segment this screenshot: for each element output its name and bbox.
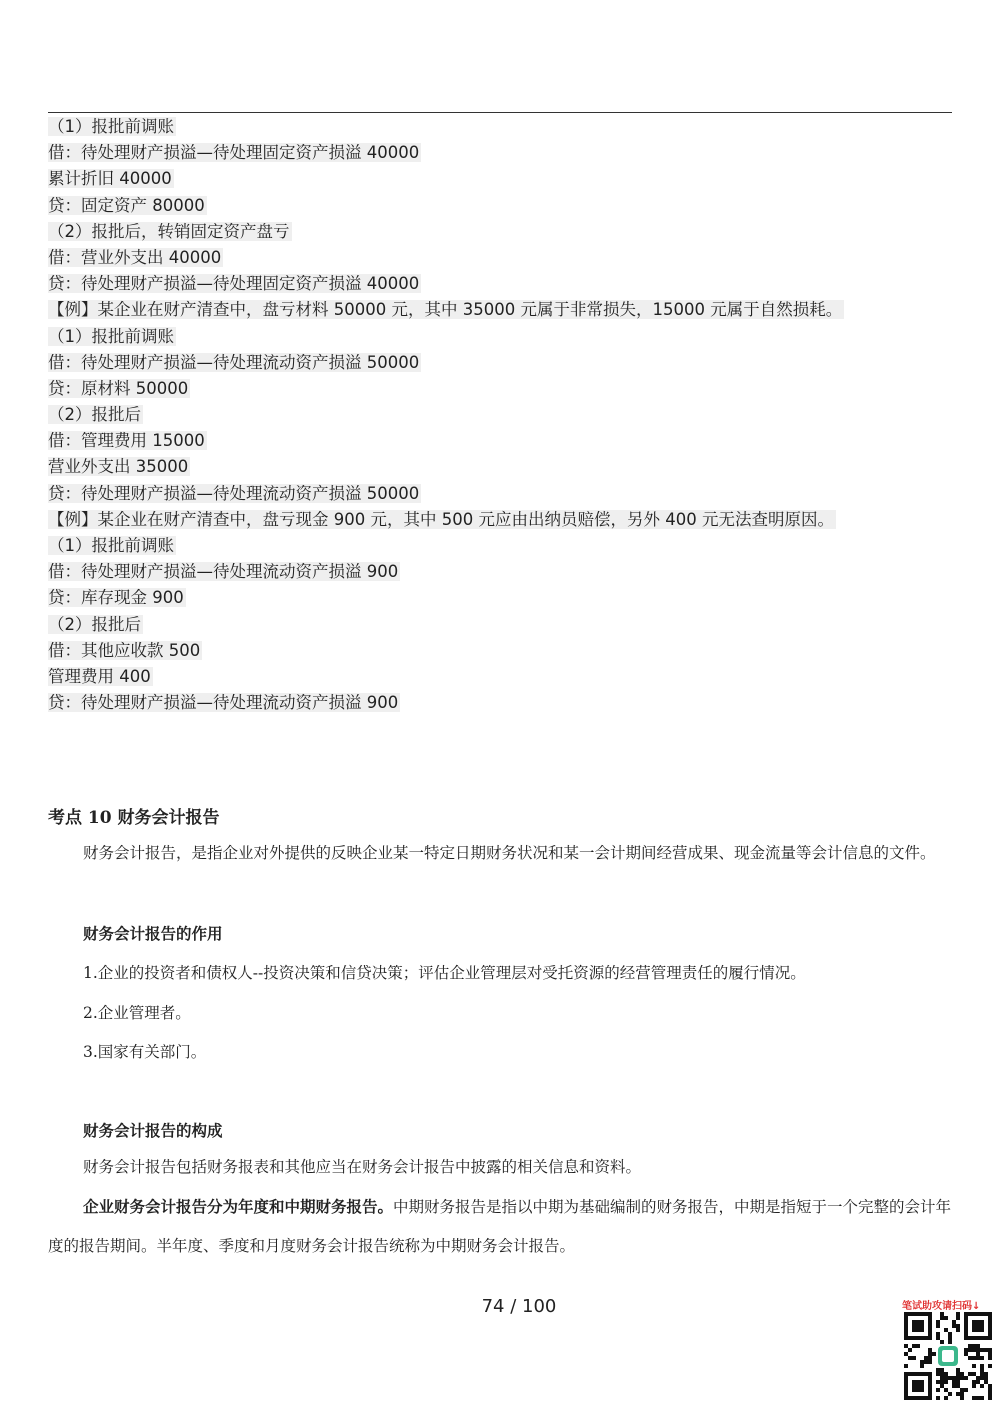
journal-line: 借：管理费用 15000 [48, 431, 205, 451]
journal-line: 贷：库存现金 900 [48, 588, 184, 608]
role-item: 2.企业管理者。 [83, 1004, 191, 1022]
journal-line: 贷：原材料 50000 [48, 378, 189, 398]
qr-code-graphic [904, 1312, 992, 1400]
journal-line: （2）报批后 [48, 614, 141, 634]
journal-line: 借：其他应收款 500 [48, 640, 201, 660]
journal-line: 贷：待处理财产损溢—待处理流动资产损溢 50000 [48, 483, 420, 503]
journal-line: 借：待处理财产损溢—待处理固定资产损溢 40000 [48, 143, 420, 163]
journal-line: 借：待处理财产损溢—待处理流动资产损溢 900 [48, 562, 399, 582]
journal-line: （2）报批后，转销固定资产盘亏 [48, 221, 290, 241]
journal-line: 贷：固定资产 80000 [48, 195, 205, 215]
journal-entries [48, 114, 844, 716]
journal-line: （2）报批后 [48, 405, 141, 425]
journal-line: 借：营业外支出 40000 [48, 247, 222, 267]
role-item: 1.企业的投资者和债权人--投资决策和信贷决策；评估企业管理层对受托资源的经营管理责任的履行情况。 [83, 964, 806, 982]
composition-heading: 财务会计报告的构成 [83, 1122, 223, 1140]
journal-line: 贷：待处理财产损溢—待处理固定资产损溢 40000 [48, 274, 420, 294]
header-rule [48, 112, 952, 113]
page-total: 100 [522, 1296, 557, 1317]
journal-line: 贷：待处理财产损溢—待处理流动资产损溢 900 [48, 693, 399, 713]
example-line: 【例】某企业在财产清查中，盘亏材料 50000 元，其中 35000 元属于非常损失，15000 元属于自然损耗。 [48, 300, 843, 320]
qr-code-icon[interactable] [904, 1312, 992, 1400]
page-separator: / [504, 1296, 523, 1317]
qr-label: 笔试助攻请扫码↓ [902, 1301, 981, 1312]
period-text: 中期财务报告是指以中期为基础编制的财务报告，中期是指短于一个完整的会计年度的报告期间。半年度、季度和月度财务会计报告统称为中期财务会计报告。 [48, 1198, 952, 1255]
role-item: 3.国家有关部门。 [83, 1043, 207, 1061]
journal-line: （1）报批前调账 [48, 326, 174, 346]
journal-line: （1）报批前调账 [48, 117, 174, 136]
page-current: 74 [481, 1296, 505, 1317]
journal-line: 管理费用 400 [48, 666, 151, 686]
role-heading: 财务会计报告的作用 [83, 925, 223, 943]
journal-line: 营业外支出 35000 [48, 457, 189, 477]
definition-paragraph: 财务会计报告，是指企业对外提供的反映企业某一特定日期财务状况和某一会计期间经营成果、现金流量等会计信息的文件。 [83, 844, 936, 862]
period-bold-lead: 企业财务会计报告分为年度和中期财务报告。 [83, 1198, 394, 1216]
journal-line: （1）报批前调账 [48, 536, 174, 555]
period-paragraph [48, 1188, 958, 1266]
example-line: 【例】某企业在财产清查中，盘亏现金 900 元，其中 500 元应由出纳员赔偿，另外 400 元无法查明原因。 [48, 509, 834, 529]
section-title: 考点 10 财务会计报告 [48, 808, 220, 828]
composition-paragraph: 财务会计报告包括财务报表和其他应当在财务会计报告中披露的相关信息和资料。 [83, 1158, 642, 1176]
journal-line: 借：待处理财产损溢—待处理流动资产损溢 50000 [48, 352, 420, 372]
page-number [0, 1296, 1000, 1317]
journal-line: 累计折旧 40000 [48, 169, 172, 189]
